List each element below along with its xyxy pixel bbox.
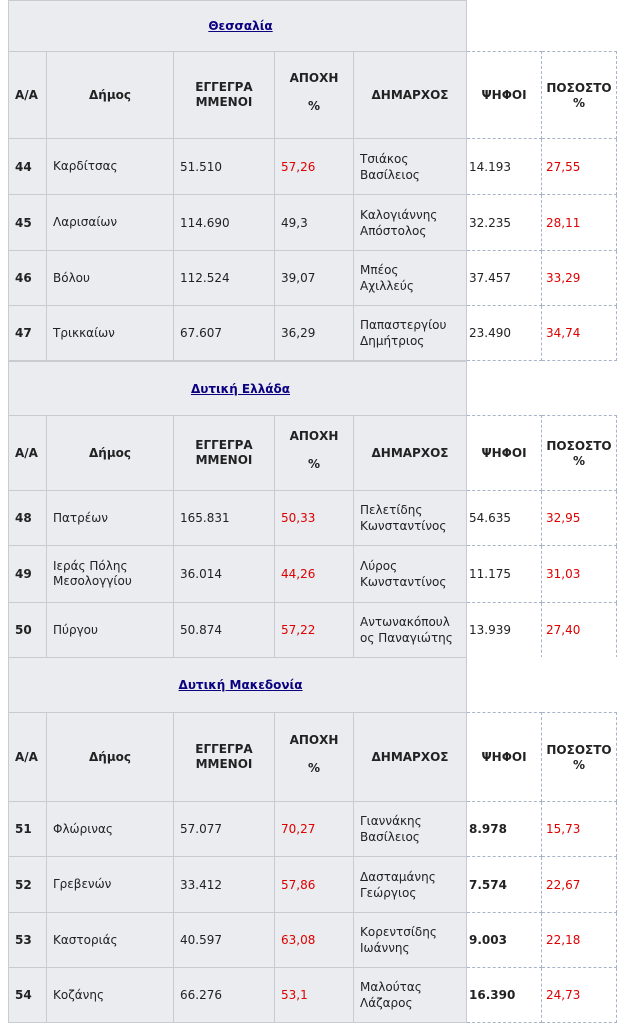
col-header-eggegrammenoi	[174, 416, 275, 491]
region-title-link[interactable]: Θεσσαλία	[208, 19, 273, 33]
cell-dimos: Κοζάνης	[47, 968, 174, 1023]
cell-dimarxos	[354, 857, 467, 913]
cell-apoxi: 57,26	[275, 139, 354, 195]
col-header-pososto-label: ΠΟΣΟΣΤΟ	[546, 80, 612, 95]
table-row	[9, 306, 617, 361]
col-header-dimarxos-label: ΔΗΜΑΡΧΟΣ	[371, 750, 449, 764]
cell-pososto: 27,55	[542, 139, 617, 195]
cell-pososto: 34,74	[542, 306, 617, 361]
cell-dimarxos-line: Απόστολος	[360, 223, 427, 238]
cell-psifoi: 11.175	[467, 546, 542, 603]
cell-aa: 44	[9, 139, 47, 195]
cell-dimarxos-line: Ιωάννης	[360, 941, 410, 955]
cell-dimarxos-line: Βασίλειος	[360, 167, 420, 182]
table-row	[9, 913, 617, 968]
cell-dimarxos	[354, 546, 467, 603]
cell-apoxi: 36,29	[275, 306, 354, 361]
col-header-aa-label: Α/Α	[15, 750, 38, 764]
col-header-dimarxos-label: ΔΗΜΑΡΧΟΣ	[371, 88, 449, 102]
cell-apoxi: 70,27	[275, 802, 354, 857]
col-header-psifoi	[467, 416, 542, 491]
col-header-pososto-unit: %	[572, 453, 586, 468]
col-header-dimarxos	[354, 416, 467, 491]
cell-dimos: Πατρέων	[47, 491, 174, 546]
table-row	[9, 491, 617, 546]
col-header-dimos	[47, 52, 174, 139]
cell-eggegrammenoi: 51.510	[174, 139, 275, 195]
col-header-apoxi-label: ΑΠΟΧΗ	[289, 733, 339, 747]
cell-dimarxos-line: Παπαστεργίου	[360, 318, 447, 332]
col-header-aa-label: Α/Α	[15, 88, 38, 102]
col-header-dimos	[47, 416, 174, 491]
cell-dimarxos	[354, 195, 467, 251]
region-section	[8, 0, 610, 361]
cell-aa: 53	[9, 913, 47, 968]
cell-eggegrammenoi: 67.607	[174, 306, 275, 361]
col-header-eggegrammenoi-line1: ΕΓΓΕΓΡΑ	[195, 438, 253, 452]
region-title-link[interactable]: Δυτική Μακεδονία	[178, 678, 303, 692]
cell-aa: 54	[9, 968, 47, 1023]
cell-dimarxos-line: Δασταμάνης	[360, 869, 436, 884]
cell-dimarxos-line: Κορεντσίδης	[360, 925, 437, 939]
table-row	[9, 546, 617, 603]
cell-dimarxos-line: Λύρος	[360, 559, 398, 573]
col-header-dimarxos-label: ΔΗΜΑΡΧΟΣ	[371, 446, 449, 460]
table-row	[9, 195, 617, 251]
cell-dimarxos-line: Τσιάκος	[360, 151, 409, 166]
table-row	[9, 968, 617, 1023]
table-header-row	[9, 52, 617, 139]
col-header-psifoi	[467, 52, 542, 139]
region-section	[8, 361, 610, 658]
cell-dimarxos-line: Κωνσταντίνος	[360, 575, 447, 589]
results-table	[8, 0, 617, 361]
cell-psifoi: 13.939	[467, 603, 542, 658]
cell-apoxi: 53,1	[275, 968, 354, 1023]
col-header-apoxi	[275, 416, 354, 491]
table-row	[9, 802, 617, 857]
region-title-link[interactable]: Δυτική Ελλάδα	[190, 381, 291, 396]
cell-pososto: 27,40	[542, 603, 617, 658]
col-header-apoxi-unit: %	[307, 761, 321, 775]
col-header-eggegrammenoi-line2: ΜΜΕΝΟΙ	[195, 757, 253, 771]
cell-psifoi: 7.574	[467, 857, 542, 913]
col-header-pososto-label: ΠΟΣΟΣΤΟ	[546, 438, 612, 453]
cell-eggegrammenoi: 112.524	[174, 251, 275, 306]
title-spacer	[467, 362, 617, 416]
cell-dimarxos-line: Δημήτριος	[360, 334, 425, 348]
cell-dimos: Πύργου	[47, 603, 174, 658]
cell-eggegrammenoi: 50.874	[174, 603, 275, 658]
col-header-eggegrammenoi-line2: ΜΜΕΝΟΙ	[195, 95, 253, 109]
cell-dimarxos	[354, 968, 467, 1023]
cell-pososto: 31,03	[542, 546, 617, 603]
cell-eggegrammenoi: 114.690	[174, 195, 275, 251]
cell-dimarxos-line: Λάζαρος	[360, 996, 413, 1010]
cell-pososto: 22,18	[542, 913, 617, 968]
col-header-aa	[9, 713, 47, 802]
col-header-pososto	[542, 52, 617, 139]
table-row	[9, 251, 617, 306]
cell-dimarxos-line: Μπέος	[360, 263, 399, 277]
cell-dimarxos-line: Αχιλλεύς	[360, 279, 414, 293]
col-header-eggegrammenoi-line1: ΕΓΓΕΓΡΑ	[195, 742, 253, 756]
col-header-psifoi-label: ΨΗΦΟΙ	[481, 446, 527, 460]
col-header-psifoi-label: ΨΗΦΟΙ	[481, 88, 527, 102]
results-table	[8, 657, 617, 1023]
cell-eggegrammenoi: 66.276	[174, 968, 275, 1023]
col-header-aa	[9, 52, 47, 139]
cell-eggegrammenoi: 36.014	[174, 546, 275, 603]
cell-dimarxos-line: Βασίλειος	[360, 830, 420, 844]
col-header-pososto	[542, 416, 617, 491]
cell-dimarxos-line: Καλογιάννης	[360, 207, 438, 222]
cell-psifoi: 14.193	[467, 139, 542, 195]
cell-dimos: Τρικκαίων	[47, 306, 174, 361]
section-title-row	[9, 362, 617, 416]
cell-eggegrammenoi: 165.831	[174, 491, 275, 546]
cell-dimarxos	[354, 306, 467, 361]
cell-pososto: 15,73	[542, 802, 617, 857]
table-header-row	[9, 416, 617, 491]
col-header-aa-label: Α/Α	[15, 446, 38, 460]
cell-aa: 45	[9, 195, 47, 251]
col-header-apoxi-label: ΑΠΟΧΗ	[289, 71, 339, 85]
col-header-pososto-unit: %	[573, 757, 586, 772]
col-header-psifoi-label: ΨΗΦΟΙ	[481, 750, 527, 764]
cell-aa: 49	[9, 546, 47, 603]
col-header-apoxi-unit: %	[307, 99, 321, 113]
cell-psifoi: 37.457	[467, 251, 542, 306]
title-spacer	[467, 1, 617, 52]
section-title-cell	[9, 362, 467, 416]
cell-dimarxos-line: Μαλούτας	[360, 980, 422, 994]
cell-dimos: Βόλου	[47, 251, 174, 306]
col-header-apoxi-unit: %	[307, 457, 321, 471]
col-header-eggegrammenoi-line1: ΕΓΓΕΓΡΑ	[195, 80, 253, 94]
title-spacer	[467, 658, 617, 713]
table-header-row	[9, 713, 617, 802]
cell-eggegrammenoi: 40.597	[174, 913, 275, 968]
cell-dimos: Καστοριάς	[47, 913, 174, 968]
cell-aa: 48	[9, 491, 47, 546]
cell-psifoi: 23.490	[467, 306, 542, 361]
col-header-eggegrammenoi	[174, 713, 275, 802]
cell-apoxi: 57,22	[275, 603, 354, 658]
cell-dimos: Καρδίτσας	[47, 139, 174, 195]
cell-dimarxos-line: Πελετίδης	[360, 503, 423, 517]
cell-aa: 52	[9, 857, 47, 913]
col-header-dimos-label: Δήμος	[88, 750, 132, 764]
cell-dimarxos	[354, 139, 467, 195]
cell-apoxi: 57,86	[275, 857, 354, 913]
cell-dimarxos-line: ος Παναγιώτης	[360, 631, 453, 645]
col-header-apoxi	[275, 713, 354, 802]
cell-dimarxos-line: Γιαννάκης	[360, 814, 422, 828]
cell-dimarxos-line: Αντωνακόπουλ	[360, 615, 450, 629]
col-header-dimos-label: Δήμος	[88, 88, 132, 102]
cell-eggegrammenoi: 57.077	[174, 802, 275, 857]
col-header-pososto-label: ΠΟΣΟΣΤΟ	[546, 742, 612, 757]
cell-dimos: Γρεβενών	[47, 857, 174, 913]
cell-apoxi: 63,08	[275, 913, 354, 968]
section-title-cell	[9, 1, 467, 52]
col-header-eggegrammenoi-line2: ΜΜΕΝΟΙ	[195, 453, 253, 467]
cell-apoxi: 44,26	[275, 546, 354, 603]
cell-dimarxos	[354, 913, 467, 968]
cell-aa: 47	[9, 306, 47, 361]
cell-aa: 50	[9, 603, 47, 658]
cell-psifoi: 9.003	[467, 913, 542, 968]
col-header-dimarxos	[354, 713, 467, 802]
cell-pososto: 22,67	[542, 857, 617, 913]
cell-dimarxos	[354, 603, 467, 658]
cell-eggegrammenoi: 33.412	[174, 857, 275, 913]
table-row	[9, 139, 617, 195]
results-table	[8, 361, 617, 658]
col-header-pososto	[542, 713, 617, 802]
col-header-apoxi-label: ΑΠΟΧΗ	[289, 429, 339, 443]
cell-pososto: 32,95	[542, 491, 617, 546]
cell-aa: 46	[9, 251, 47, 306]
col-header-psifoi	[467, 713, 542, 802]
cell-dimos: Λαρισαίων	[47, 195, 174, 251]
cell-pososto: 24,73	[542, 968, 617, 1023]
col-header-dimarxos	[354, 52, 467, 139]
cell-apoxi: 49,3	[275, 195, 354, 251]
col-header-dimos-label: Δήμος	[88, 446, 132, 460]
cell-dimarxos-line: Γεώργιος	[360, 885, 417, 900]
cell-psifoi: 54.635	[467, 491, 542, 546]
col-header-pososto-unit: %	[573, 95, 586, 110]
cell-dimarxos	[354, 251, 467, 306]
cell-pososto: 28,11	[542, 195, 617, 251]
cell-dimos: Φλώρινας	[47, 802, 174, 857]
col-header-apoxi	[275, 52, 354, 139]
cell-dimarxos-line: Κωνσταντίνος	[360, 519, 447, 533]
cell-pososto: 33,29	[542, 251, 617, 306]
col-header-dimos	[47, 713, 174, 802]
table-row	[9, 857, 617, 913]
section-title-cell	[9, 658, 467, 713]
col-header-aa	[9, 416, 47, 491]
cell-psifoi: 32.235	[467, 195, 542, 251]
table-row	[9, 603, 617, 658]
cell-dimarxos	[354, 802, 467, 857]
cell-dimos: Ιεράς Πόλης Μεσολογγίου	[47, 546, 174, 603]
region-section	[8, 657, 610, 1023]
col-header-eggegrammenoi	[174, 52, 275, 139]
section-title-row	[9, 1, 617, 52]
section-title-row	[9, 658, 617, 713]
cell-aa: 51	[9, 802, 47, 857]
cell-apoxi: 50,33	[275, 491, 354, 546]
cell-dimarxos	[354, 491, 467, 546]
cell-psifoi: 8.978	[467, 802, 542, 857]
cell-apoxi: 39,07	[275, 251, 354, 306]
cell-psifoi: 16.390	[467, 968, 542, 1023]
